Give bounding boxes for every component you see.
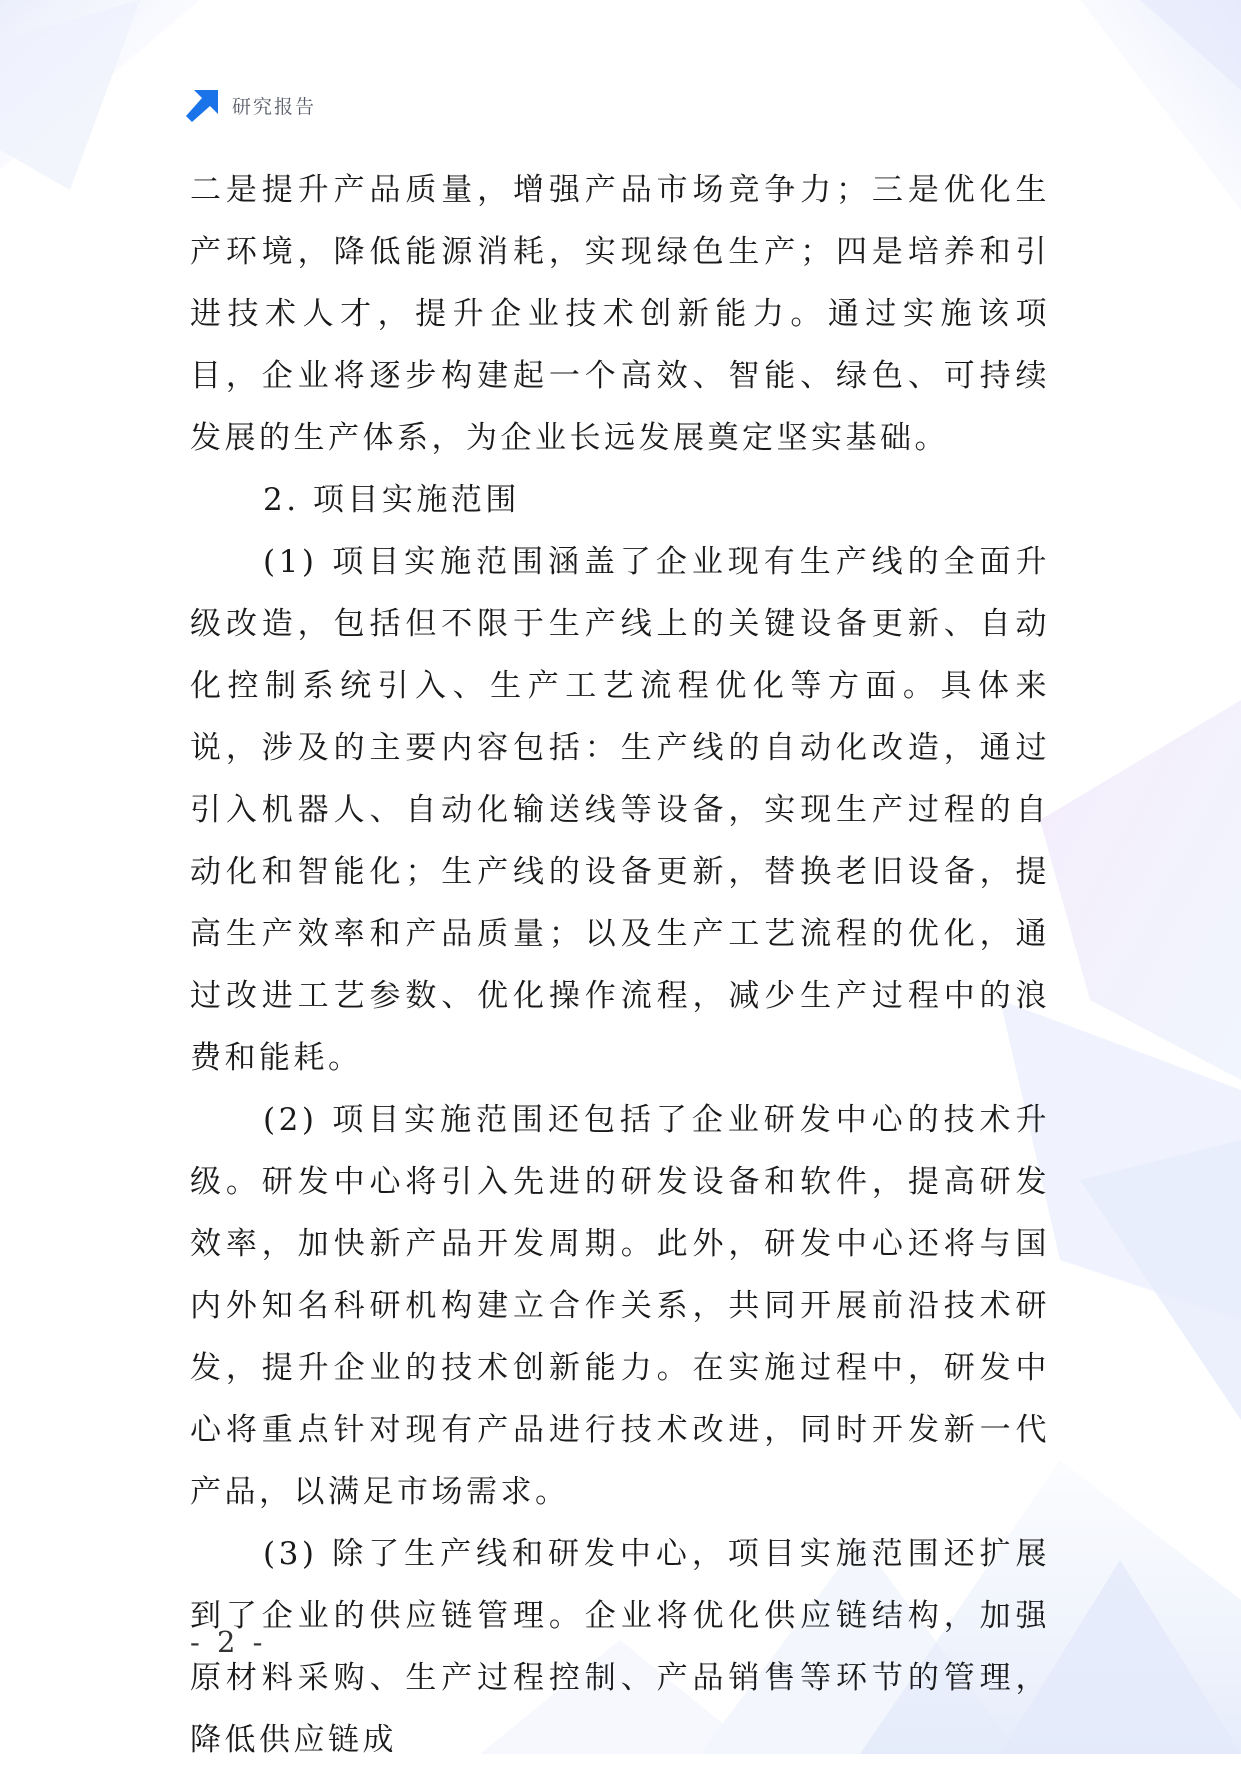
section-heading: 2. 项目实施范围 bbox=[263, 482, 520, 518]
document-body bbox=[190, 159, 1050, 1771]
header-title: 研究报告 bbox=[232, 95, 317, 118]
paragraph-3: (3) 除了生产线和研发中心，项目实施范围还扩展到了企业的供应链管理。企业将优化供应链结构，加强原材料采购、生产过程控制、产品销售等环节的管理，降低供应链成 bbox=[190, 1536, 1050, 1758]
paragraph-continued: 二是提升产品质量，增强产品市场竞争力；三是优化生产环境，降低能源消耗，实现绿色生产；四是培养和引进技术人才，提升企业技术创新能力。通过实施该项目，企业将逐步构建起一个高效、智能、绿色、可持续发展的生产体系，为企业长远发展奠定坚实基础。 bbox=[190, 172, 1050, 456]
report-header bbox=[186, 88, 316, 122]
arrow-up-right-icon bbox=[186, 88, 220, 122]
page-number: - 2 - bbox=[190, 1625, 267, 1659]
paragraph-1: (1) 项目实施范围涵盖了企业现有生产线的全面升级改造，包括但不限于生产线上的关键设备更新、自动化控制系统引入、生产工艺流程优化等方面。具体来说，涉及的主要内容包括：生产线的自动化改造，通过引入机器人、自动化输送线等设备，实现生产过程的自动化和智能化；生产线的设备更新，替换老旧设备，提高生产效率和产品质量；以及生产工艺流程的优化，通过改进工艺参数、优化操作流程，减少生产过程中的浪费和能耗。 bbox=[190, 544, 1050, 1076]
paragraph-2: (2) 项目实施范围还包括了企业研发中心的技术升级。研发中心将引入先进的研发设备和软件，提高研发效率，加快新产品开发周期。此外，研发中心还将与国内外知名科研机构建立合作关系，共同开展前沿技术研发，提升企业的技术创新能力。在实施过程中，研发中心将重点针对现有产品进行技术改进，同时开发新一代产品，以满足市场需求。 bbox=[190, 1102, 1050, 1510]
